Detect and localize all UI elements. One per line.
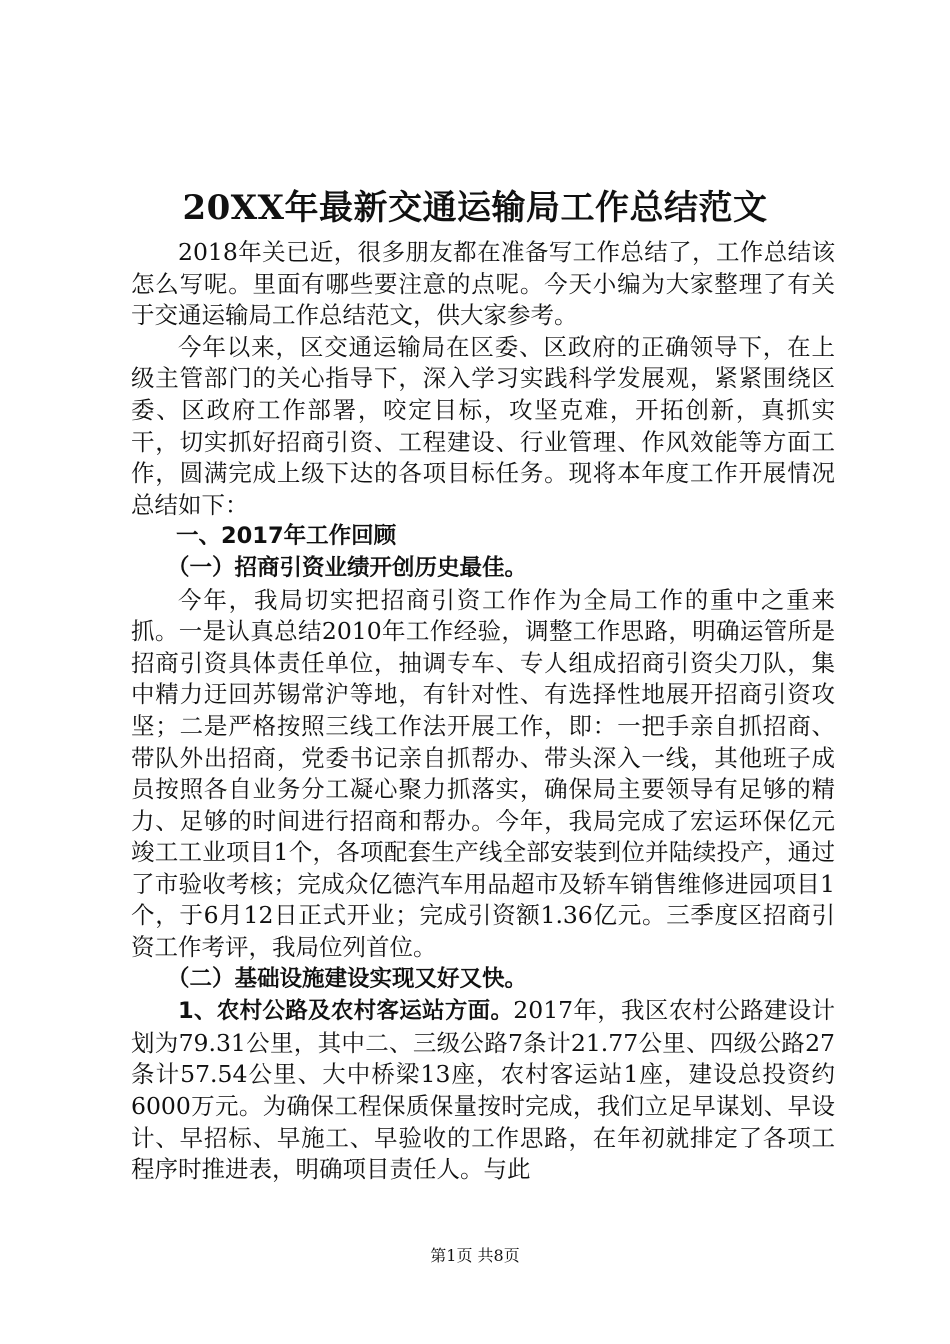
intro-paragraph: 2018年关已近，很多朋友都在准备写工作总结了，工作总结该怎么写呢。里面有哪些要注意的点呢。今天小编为大家整理了有关于交通运输局工作总结范文，供大家参考。 — [131, 238, 835, 330]
document-body — [131, 237, 835, 1186]
investment-paragraph: 今年，我局切实把招商引资工作作为全局工作的重中之重来抓。一是认真总结2010年工作经验，调整工作思路，明确运管所是招商引资具体责任单位，抽调专车、专人组成招商引资尖刀队，集中精力迂回苏锡常沪等地，有针对性、有选择性地展开招商引资攻坚；二是严格按照三线工作法开展工作，即：一把手亲自抓招商、带队外出招商，党委书记亲自抓帮办、带头深入一线，其他班子成员按照各自业务分工凝心聚力抓落实，确保局主要领导有足够的精力、足够的时间进行招商和帮办。今年，我局完成了宏运环保亿元竣工工业项目1个，各项配套生产线全部安装到位并陆续投产，通过了市验收考核；完成众亿德汽车用品超市及轿车销售维修进园项目1个，于6月12日正式开业；完成引资额1.36亿元。三季度区招商引资工作考评，我局位列首位。 — [131, 585, 835, 962]
page-footer: 第1页 共8页 — [430, 1246, 520, 1265]
rural-road-lead: 1、农村公路及农村客运站方面。 — [178, 998, 514, 1025]
rural-road-paragraph — [131, 995, 835, 1186]
section-heading-review: 一、2017年工作回顾 — [176, 523, 397, 550]
subsection-heading-investment: （一）招商引资业绩开创历史最佳。 — [167, 554, 528, 581]
document-title: 20XX年最新交通运输局工作总结范文 — [182, 188, 768, 228]
subsection-heading-infrastructure: （二）基础设施建设实现又好又快。 — [167, 965, 528, 992]
rural-road-body: 2017年，我区农村公路建设计划为79.31公里，其中二、三级公路7条计21.77公里、四级公路27条计57.54公里、大中桥梁13座，农村客运站1座，建设总投资约6000万元。为确保工程保质保量按时完成，我们立足早谋划、早设计、早招标、早施工、早验收的工作思路，在年初就排定了各项工程序时推进表，明确项目责任人。与此 — [131, 996, 836, 1184]
overview-paragraph: 今年以来，区交通运输局在区委、区政府的正确领导下，在上级主管部门的关心指导下，深入学习实践科学发展观，紧紧围绕区委、区政府工作部署，咬定目标，攻坚克难，开拓创新，真抓实干，切实抓好招商引资、工程建设、行业管理、作风效能等方面工作，圆满完成上级下达的各项目标任务。现将本年度工作开展情况总结如下： — [131, 332, 835, 519]
